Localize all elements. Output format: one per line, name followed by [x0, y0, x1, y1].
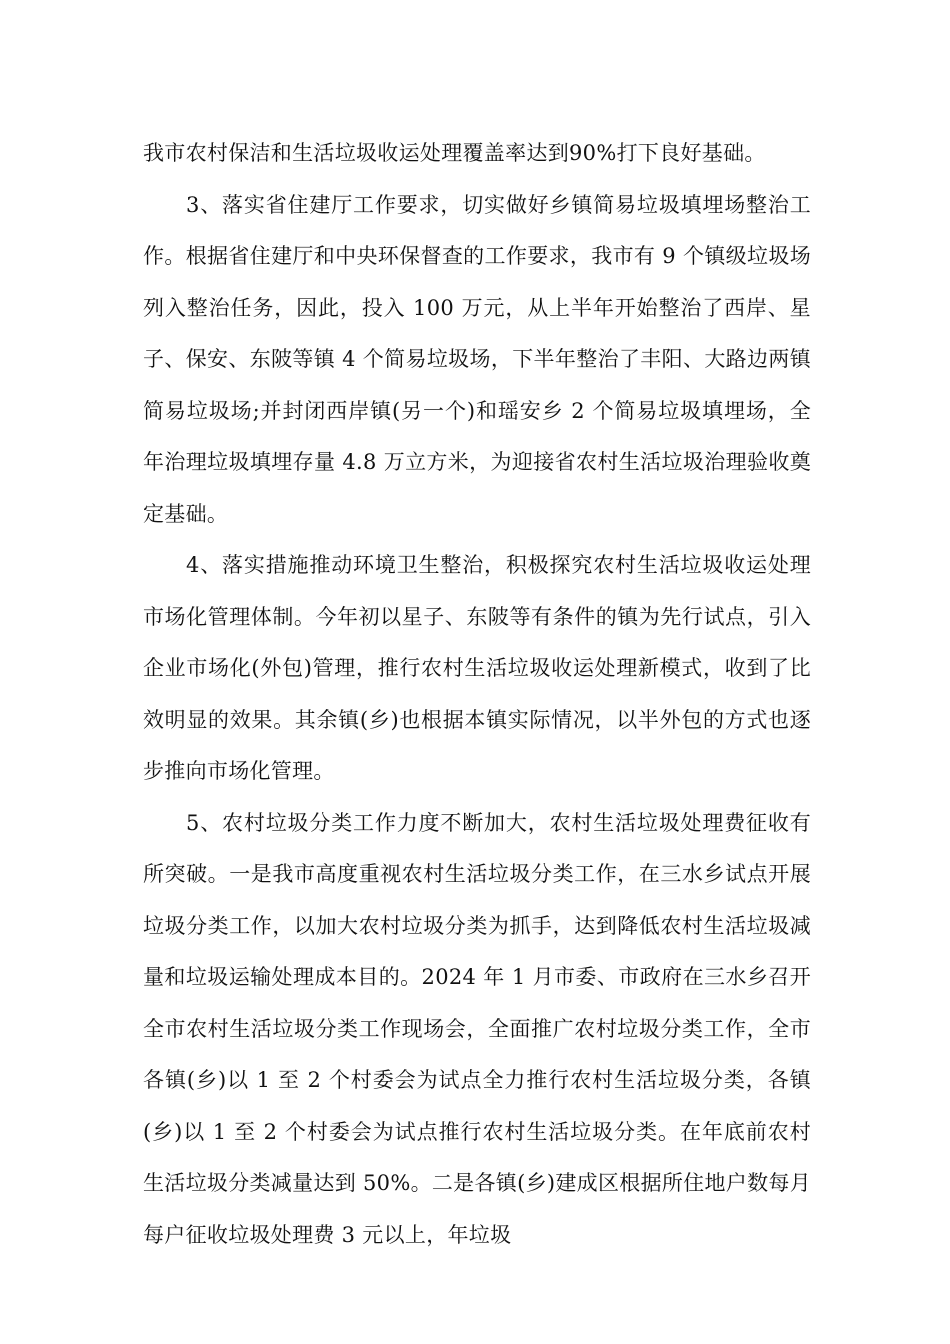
paragraph-item-3: 3、落实省住建厅工作要求，切实做好乡镇简易垃圾填埋场整治工作。根据省住建厅和中央环保督查的工作要求，我市有 9 个镇级垃圾场列入整治任务，因此，投入 100 万元，从上半年开始整治了西岸、星子、保安、东陂等镇 4 个简易垃圾场，下半年整治了丰阳、大路边两镇简易垃圾场;并封闭西岸镇(另一个)和瑶安乡 2 个简易垃圾填埋场，全年治理垃圾填埋存量 4.8 万立方米，为迎接省农村生活垃圾治理验收奠定基础。: [143, 192, 811, 526]
body-text: [143, 128, 811, 1261]
paragraph-item-5: 5、农村垃圾分类工作力度不断加大，农村生活垃圾处理费征收有所突破。一是我市高度重视农村生活垃圾分类工作，在三水乡试点开展垃圾分类工作，以加大农村垃圾分类为抓手，达到降低农村生活垃圾减量和垃圾运输处理成本目的。2024 年 1 月市委、市政府在三水乡召开全市农村生活垃圾分类工作现场会，全面推广农村垃圾分类工作，全市各镇(乡)以 1 至 2 个村委会为试点全力推行农村生活垃圾分类，各镇(乡)以 1 至 2 个村委会为试点推行农村生活垃圾分类。在年底前农村生活垃圾分类减量达到 50%。二是各镇(乡)建成区根据所住地户数每月每户征收垃圾处理费 3 元以上，年垃圾: [143, 810, 811, 1247]
paragraph-continuation: 我市农村保洁和生活垃圾收运处理覆盖率达到90%打下良好基础。: [143, 141, 766, 165]
paragraph-item-4: 4、落实措施推动环境卫生整治，积极探究农村生活垃圾收运处理市场化管理体制。今年初以星子、东陂等有条件的镇为先行试点，引入企业市场化(外包)管理，推行农村生活垃圾收运处理新模式，收到了比效明显的效果。其余镇(乡)也根据本镇实际情况，以半外包的方式也逐步推向市场化管理。: [143, 553, 811, 783]
